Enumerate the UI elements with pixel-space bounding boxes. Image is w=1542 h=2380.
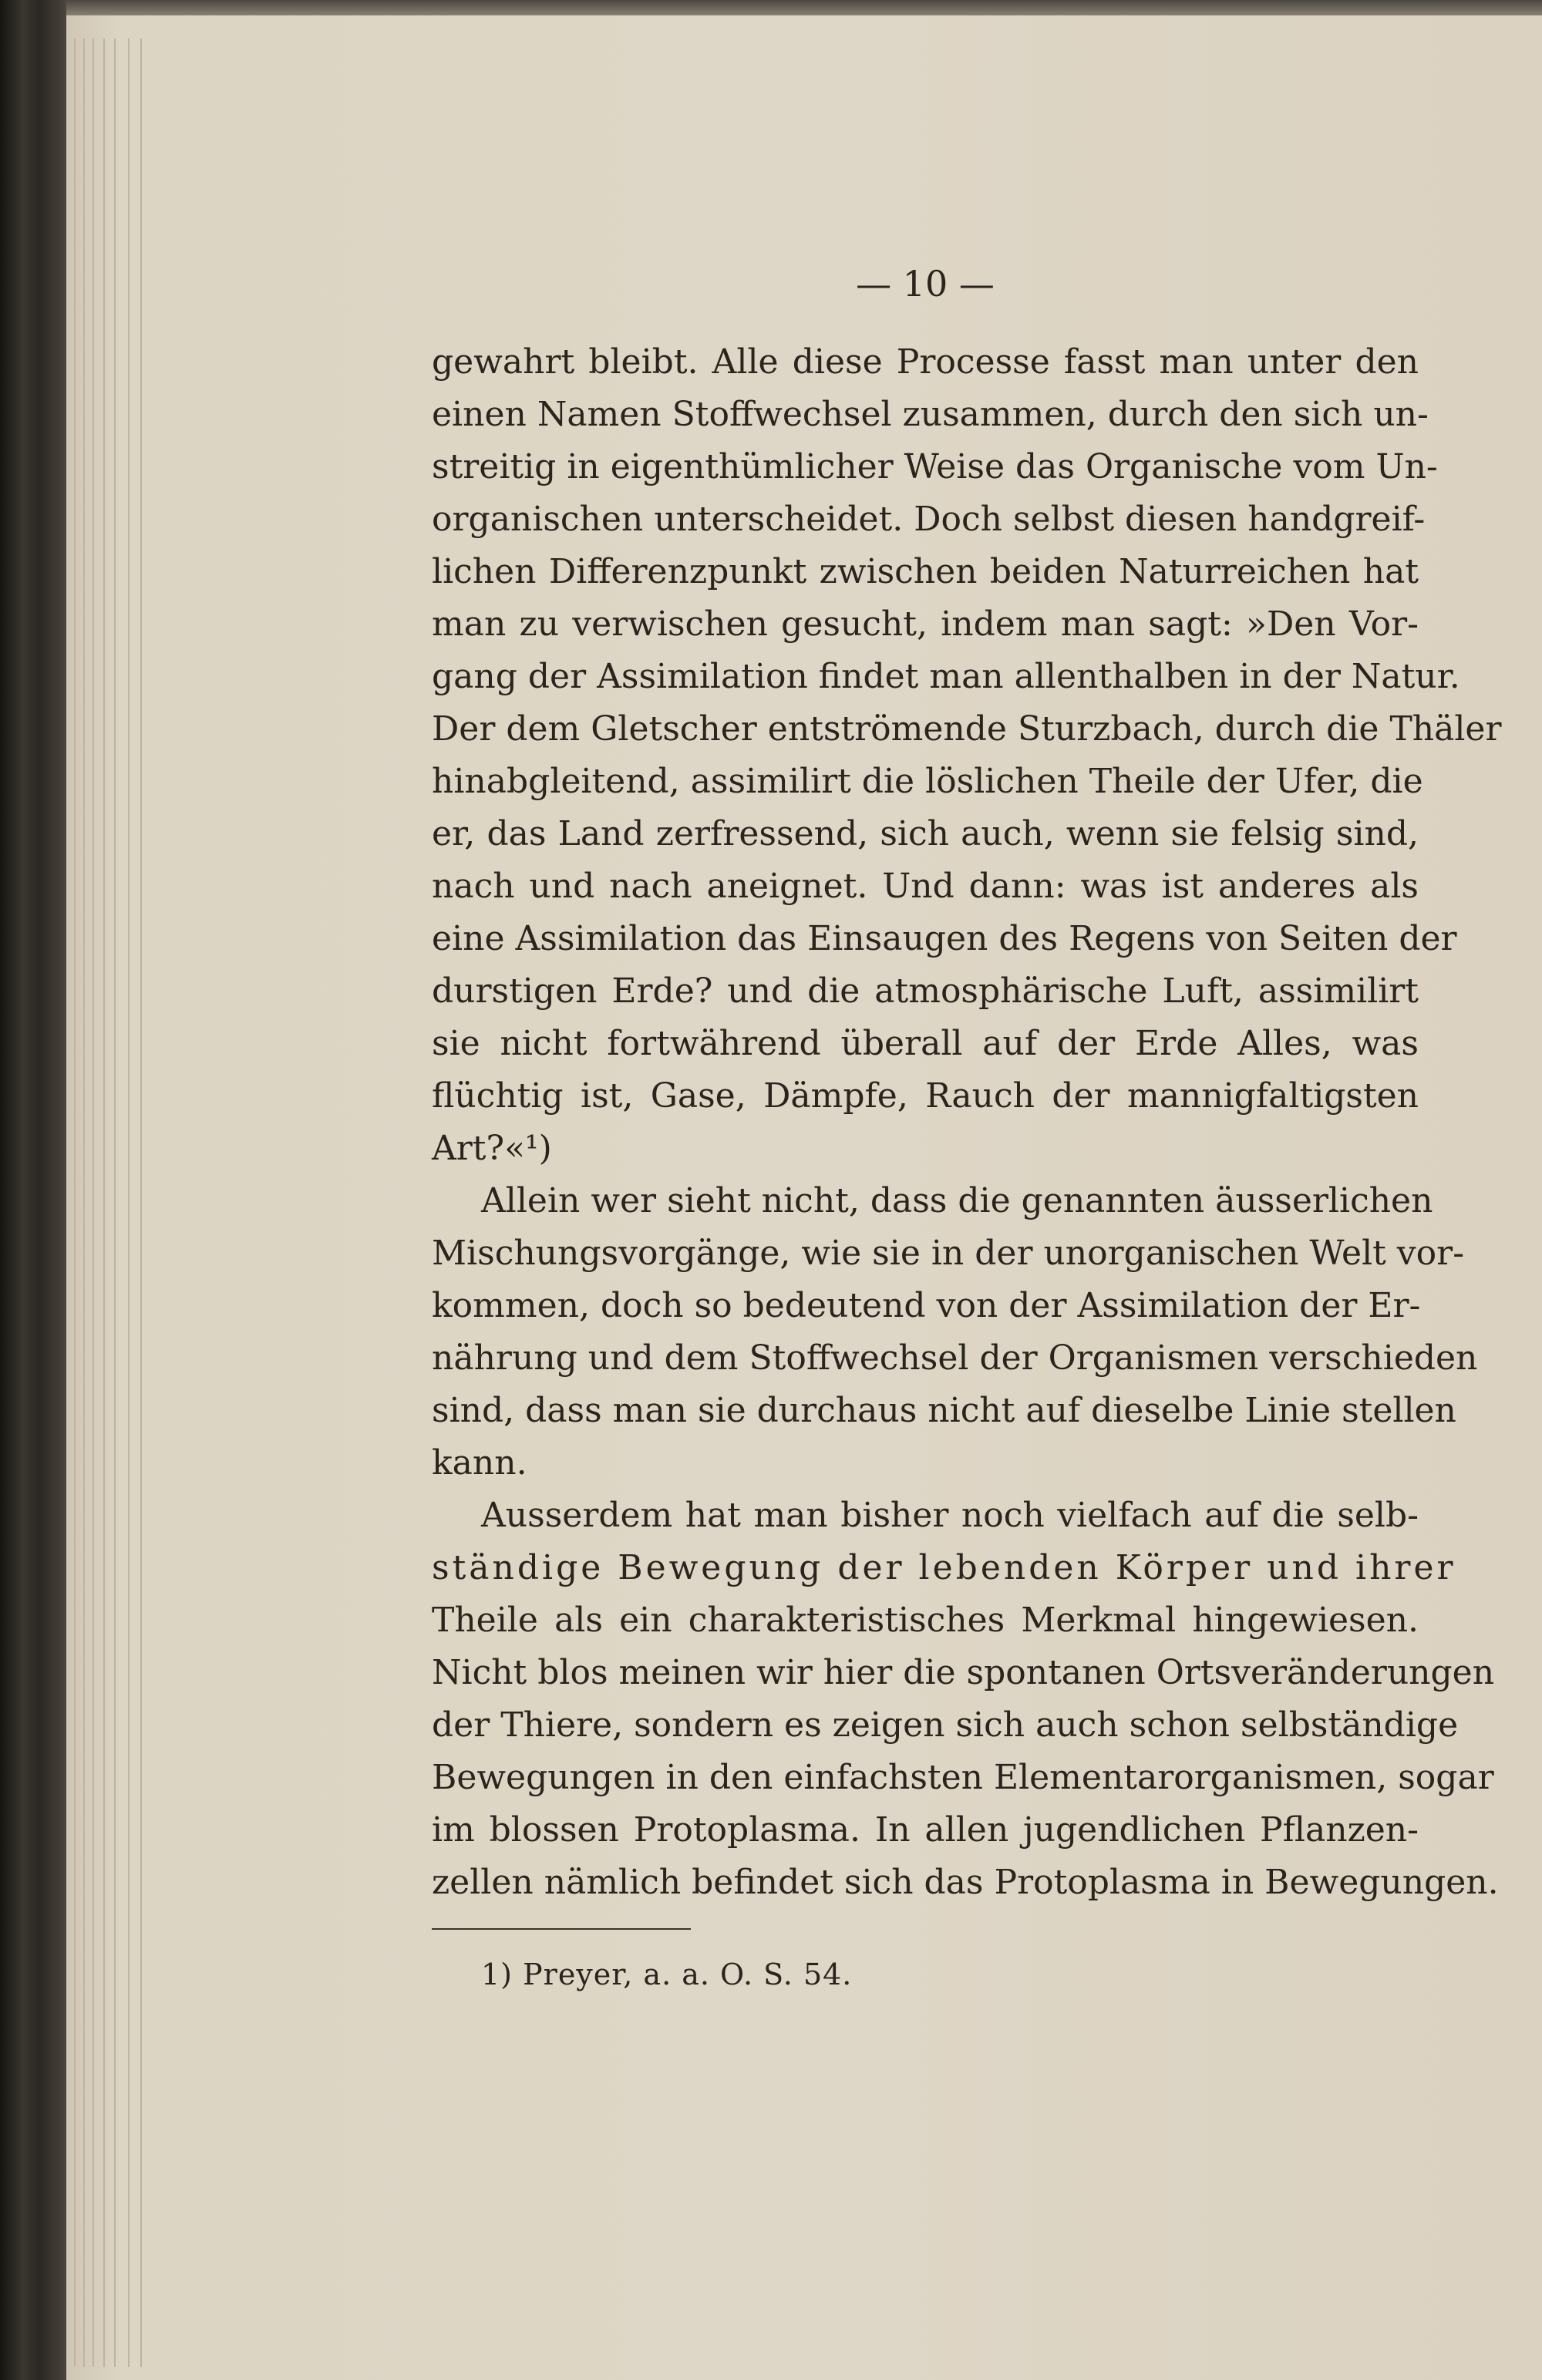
text-line: flüchtig ist, Gase, Dämpfe, Rauch der mannigfaltigsten [432, 1076, 1419, 1116]
text-line: im blossen Protoplasma. In allen jugendlichen Pflanzen- [432, 1810, 1419, 1850]
top-page-edge [66, 0, 1542, 17]
text-line: kann. [432, 1443, 527, 1483]
page-edge-line [114, 39, 116, 2367]
text-line: sie nicht fortwährend überall auf der Erde Alles, was [432, 1024, 1419, 1063]
text-line: ständige Bewegung der lebenden Körper und ihrer [432, 1548, 1456, 1587]
text-line: sind, dass man sie durchaus nicht auf dieselbe Linie stellen [432, 1391, 1456, 1430]
text-line: hinabgleitend, assimilirt die löslichen Theile der Ufer, die [432, 762, 1423, 801]
text-line: streitig in eigenthümlicher Weise das Organische vom Un- [432, 447, 1438, 486]
text-line: eine Assimilation das Einsaugen des Regens von Seiten der [432, 919, 1457, 958]
page-edge-line [74, 39, 76, 2367]
text-line: Nicht blos meinen wir hier die spontanen Ortsveränderungen [432, 1653, 1495, 1692]
text-line: organischen unterscheidet. Doch selbst diesen handgreif- [432, 500, 1426, 539]
text-line: Mischungsvorgänge, wie sie in der unorganischen Welt vor- [432, 1234, 1465, 1273]
page-edge-line [128, 39, 130, 2367]
text-line: nährung und dem Stoffwechsel der Organismen verschieden [432, 1338, 1478, 1378]
footnote-divider [432, 1928, 691, 1930]
text-line: er, das Land zerfressend, sich auch, wenn sie felsig sind, [432, 814, 1419, 853]
text-line: gang der Assimilation findet man allenthalben in der Natur. [432, 657, 1460, 696]
text-line: der Thiere, sondern es zeigen sich auch schon selbständige [432, 1705, 1459, 1745]
text-line: nach und nach aneignet. Und dann: was ist anderes als [432, 867, 1419, 906]
page-number: — 10 — [856, 263, 995, 305]
page-edge-line [93, 39, 94, 2367]
page-edge-line [103, 39, 105, 2367]
footnote: 1) Preyer, a. a. O. S. 54. [481, 1958, 853, 1991]
text-line: man zu verwischen gesucht, indem man sagt: »Den Vor- [432, 604, 1419, 644]
text-line: Der dem Gletscher entströmende Sturzbach, durch die Thäler [432, 709, 1502, 749]
text-line: gewahrt bleibt. Alle diese Processe fasst man unter den [432, 342, 1419, 382]
text-line: lichen Differenzpunkt zwischen beiden Naturreichen hat [432, 552, 1419, 591]
text-line: Art?«¹) [432, 1129, 552, 1168]
page-edge-line [83, 39, 85, 2367]
text-line: einen Namen Stoffwechsel zusammen, durch den sich un- [432, 395, 1429, 434]
text-line: Ausserdem hat man bisher noch vielfach auf die selb- [481, 1496, 1419, 1535]
text-line: Bewegungen in den einfachsten Elementarorganismen, sogar [432, 1758, 1494, 1797]
book-binding-edge [0, 0, 66, 2380]
text-line: durstigen Erde? und die atmosphärische Luft, assimilirt [432, 971, 1419, 1011]
page-edge-line [140, 39, 142, 2367]
text-line: Allein wer sieht nicht, dass die genannten äusserlichen [481, 1181, 1433, 1220]
text-line: kommen, doch so bedeutend von der Assimilation der Er- [432, 1286, 1421, 1325]
text-line: zellen nämlich befindet sich das Protoplasma in Bewegungen. [432, 1863, 1499, 1902]
text-line: Theile als ein charakteristisches Merkmal hingewiesen. [432, 1601, 1419, 1640]
